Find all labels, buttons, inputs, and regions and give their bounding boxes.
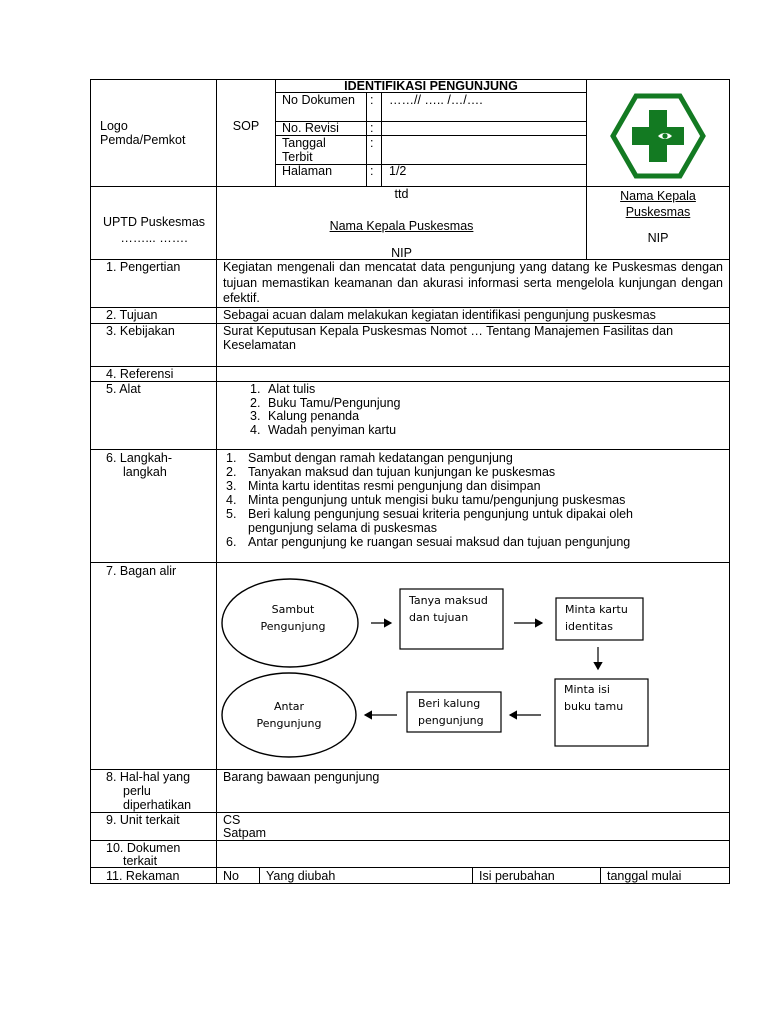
meta-colon: :: [370, 136, 374, 150]
rekaman-col-isi-perubahan: Isi perubahan: [479, 869, 555, 883]
flow-text-tanya: Tanya maksud dan tujuan: [409, 594, 488, 624]
row-label-hal-2: perlu: [123, 784, 151, 798]
kepala-name: Nama Kepala Puskesmas: [329, 219, 474, 233]
flow-text-minta-kartu: Minta kartu identitas: [565, 603, 628, 633]
list-item: Alat tulis: [268, 382, 316, 396]
flow-text-sambut: Sambut Pengunjung: [260, 603, 326, 633]
list-item: Sambut dengan ramah kedatangan pengunjung: [248, 451, 513, 465]
sop-label: SOP: [232, 119, 260, 133]
meta-value-no-dokumen: ……// ….. /…/….: [389, 93, 483, 107]
row-label-alat: 5. Alat: [106, 382, 141, 396]
meta-colon: :: [370, 93, 374, 107]
meta-label-no-revisi: No. Revisi: [282, 121, 339, 135]
meta-colon: :: [370, 164, 374, 178]
kepala-nip: NIP: [391, 246, 412, 260]
logo-placeholder-text: Logo Pemda/Pemkot: [100, 119, 186, 147]
row-label-langkah-2: langkah: [123, 465, 167, 479]
unit-name: UPTD Puskesmas ……... …….: [102, 215, 206, 245]
document-title: IDENTIFIKASI PENGUNJUNG: [344, 79, 518, 93]
meta-label-halaman: Halaman: [282, 164, 333, 178]
list-item: Beri kalung pengunjung sesuai kriteria pengunjung untuk dipakai oleh pengunjung selama di puskesmas: [248, 507, 633, 535]
list-item: Antar pengunjung ke ruangan sesuai maksud dan tujuan pengunjung: [248, 535, 631, 549]
list-item: Minta pengunjung untuk mengisi buku tamu/pengunjung puskesmas: [248, 493, 626, 507]
row-label-hal: 8. Hal-hal yang: [106, 770, 191, 784]
list-item: Buku Tamu/Pengunjung: [268, 396, 401, 410]
list-item: CS: [223, 813, 241, 827]
row-text-pengertian: Kegiatan mengenali dan mencatat data pengunjung yang datang ke Puskesmas dengan tujuan memastikan keamanan dan akurasi informasi serta mengelola kunjungan dengan efektif.: [223, 260, 723, 305]
meta-colon: :: [370, 121, 374, 135]
meta-value-halaman: 1/2: [389, 164, 407, 178]
flow-text-minta-isi: Minta isi buku tamu: [564, 683, 624, 713]
row-label-dokumen-2: terkait: [123, 854, 158, 868]
list-item: Satpam: [223, 826, 267, 840]
row-label-rekaman: 11. Rekaman: [106, 869, 180, 883]
row-label-referensi: 4. Referensi: [106, 367, 174, 381]
row-label-kebijakan: 3. Kebijakan: [106, 324, 175, 338]
meta-label-no-dokumen: No Dokumen: [282, 93, 355, 107]
row-label-pengertian: 1. Pengertian: [106, 260, 181, 274]
rekaman-col-yang-diubah: Yang diubah: [266, 869, 336, 883]
row-text-kebijakan: Surat Keputusan Kepala Puskesmas Nomot … Tentang Manajemen Fasilitas dan Keselamatan: [223, 324, 674, 352]
row-label-langkah: 6. Langkah-: [106, 451, 173, 465]
list-item: Kalung penanda: [268, 409, 360, 423]
signature-ttd: ttd: [394, 187, 409, 201]
list-item: Minta kartu identitas resmi pengunjung dan disimpan: [248, 479, 541, 493]
row-label-tujuan: 2. Tujuan: [106, 308, 158, 322]
list-item: Tanyakan maksud dan tujuan kunjungan ke puskesmas: [248, 465, 556, 479]
rekaman-col-no: No: [223, 869, 239, 883]
list-item: Wadah penyiman kartu: [268, 423, 397, 437]
right-kepala-nip: NIP: [647, 231, 669, 245]
row-label-bagan: 7. Bagan alir: [106, 564, 177, 578]
row-label-unit-terkait: 9. Unit terkait: [106, 813, 180, 827]
right-kepala-name: Nama Kepala Puskesmas: [620, 189, 696, 219]
row-text-tujuan: Sebagai acuan dalam melakukan kegiatan identifikasi pengunjung puskesmas: [223, 308, 656, 322]
flow-text-antar: Antar Pengunjung: [256, 700, 322, 730]
rekaman-col-tanggal-mulai: tanggal mulai: [607, 869, 682, 883]
puskesmas-logo: [603, 92, 713, 180]
row-text-hal: Barang bawaan pengunjung: [223, 770, 380, 784]
meta-label-tanggal-terbit: Tanggal Terbit: [282, 136, 326, 164]
flow-text-beri: Beri kalung pengunjung: [418, 697, 484, 727]
row-label-hal-3: diperhatikan: [123, 798, 192, 812]
row-label-dokumen: 10. Dokumen: [106, 841, 181, 855]
